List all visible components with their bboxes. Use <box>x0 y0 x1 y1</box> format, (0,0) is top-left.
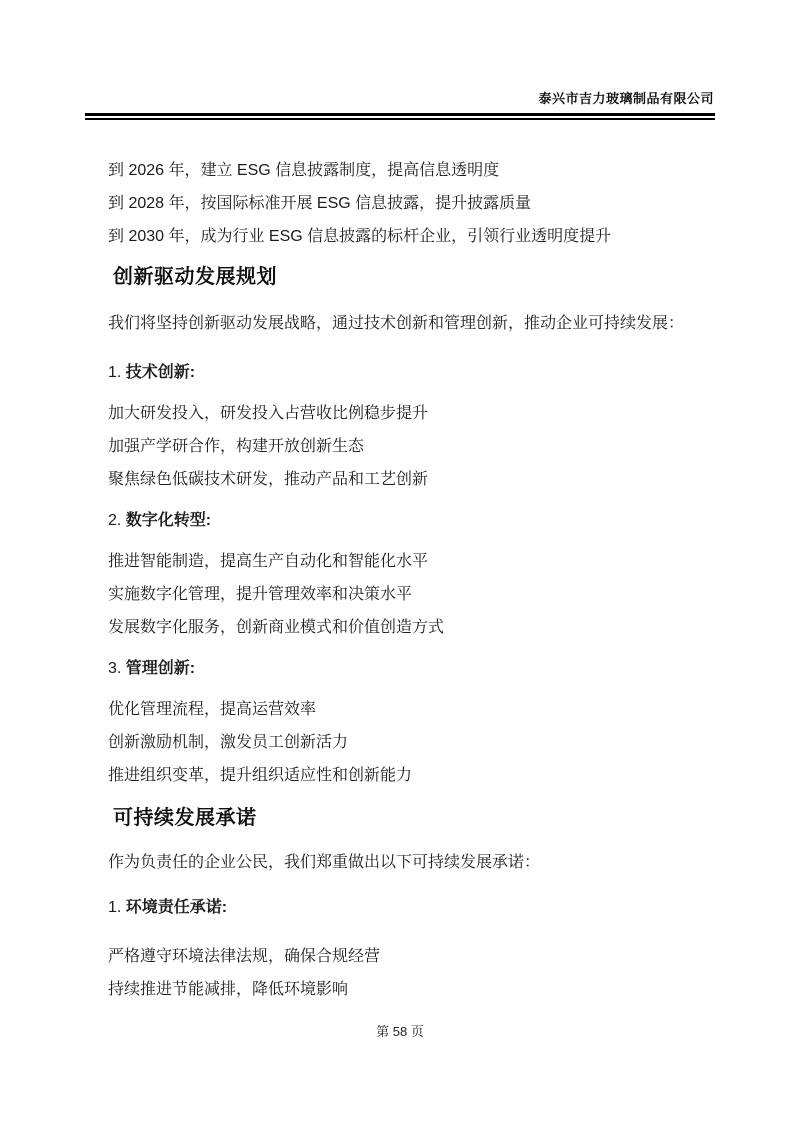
item-number: 3. <box>108 660 122 677</box>
list-line: 持续推进节能减排，降低环境影响 <box>108 981 349 998</box>
item-lines-tech-innovation <box>108 397 715 496</box>
page-number: 第 58 页 <box>376 1024 424 1039</box>
goal-line-2026: 到 2026 年，建立 ESG 信息披露制度，提高信息透明度 <box>108 162 500 179</box>
item-label-text: 数字化转型: <box>125 512 212 529</box>
numbered-item-digital-transformation <box>108 504 715 537</box>
numbered-item-tech-innovation <box>108 356 715 389</box>
item-label-text: 环境责任承诺: <box>125 899 228 916</box>
header-rule-thick <box>85 113 715 116</box>
header-rule-thin <box>85 118 715 120</box>
item-number: 2. <box>108 512 122 529</box>
header-company-name: 泰兴市吉力玻璃制品有限公司 <box>538 91 714 106</box>
item-number: 1. <box>108 899 122 916</box>
list-line: 严格遵守环境法律法规，确保合规经营 <box>108 948 381 965</box>
document-body <box>108 154 715 1006</box>
item-label-text: 管理创新: <box>125 660 196 677</box>
item-lines-management-innovation <box>108 693 715 792</box>
list-line: 加强产学研合作，构建开放创新生态 <box>108 438 365 455</box>
numbered-item-environmental-commitment <box>108 891 715 924</box>
list-line: 推进智能制造，提高生产自动化和智能化水平 <box>108 553 429 570</box>
section-title-sustainability-commitment: 可持续发展承诺 <box>113 807 257 829</box>
list-line: 推进组织变革，提升组织适应性和创新能力 <box>108 767 413 784</box>
goal-line-2028: 到 2028 年，按国际标准开展 ESG 信息披露，提升披露质量 <box>108 195 532 212</box>
goal-line-2030: 到 2030 年，成为行业 ESG 信息披露的标杆企业，引领行业透明度提升 <box>108 228 612 245</box>
item-lines-environmental-commitment <box>108 940 715 1006</box>
list-line: 实施数字化管理，提升管理效率和决策水平 <box>108 586 413 603</box>
list-line: 优化管理流程，提高运营效率 <box>108 701 317 718</box>
list-line: 聚焦绿色低碳技术研发，推动产品和工艺创新 <box>108 471 429 488</box>
section-intro-innovation: 我们将坚持创新驱动发展战略，通过技术创新和管理创新，推动企业可持续发展： <box>108 315 685 332</box>
section-title-innovation: 创新驱动发展规划 <box>113 266 277 288</box>
section-intro-sustainability-commitment: 作为负责任的企业公民，我们郑重做出以下可持续发展承诺： <box>108 854 541 871</box>
item-label-text: 技术创新: <box>125 364 196 381</box>
list-line: 创新激励机制，激发员工创新活力 <box>108 734 349 751</box>
list-line: 发展数字化服务，创新商业模式和价值创造方式 <box>108 619 445 636</box>
list-line: 加大研发投入，研发投入占营收比例稳步提升 <box>108 405 429 422</box>
item-lines-digital-transformation <box>108 545 715 644</box>
item-number: 1. <box>108 364 122 381</box>
numbered-item-management-innovation <box>108 652 715 685</box>
